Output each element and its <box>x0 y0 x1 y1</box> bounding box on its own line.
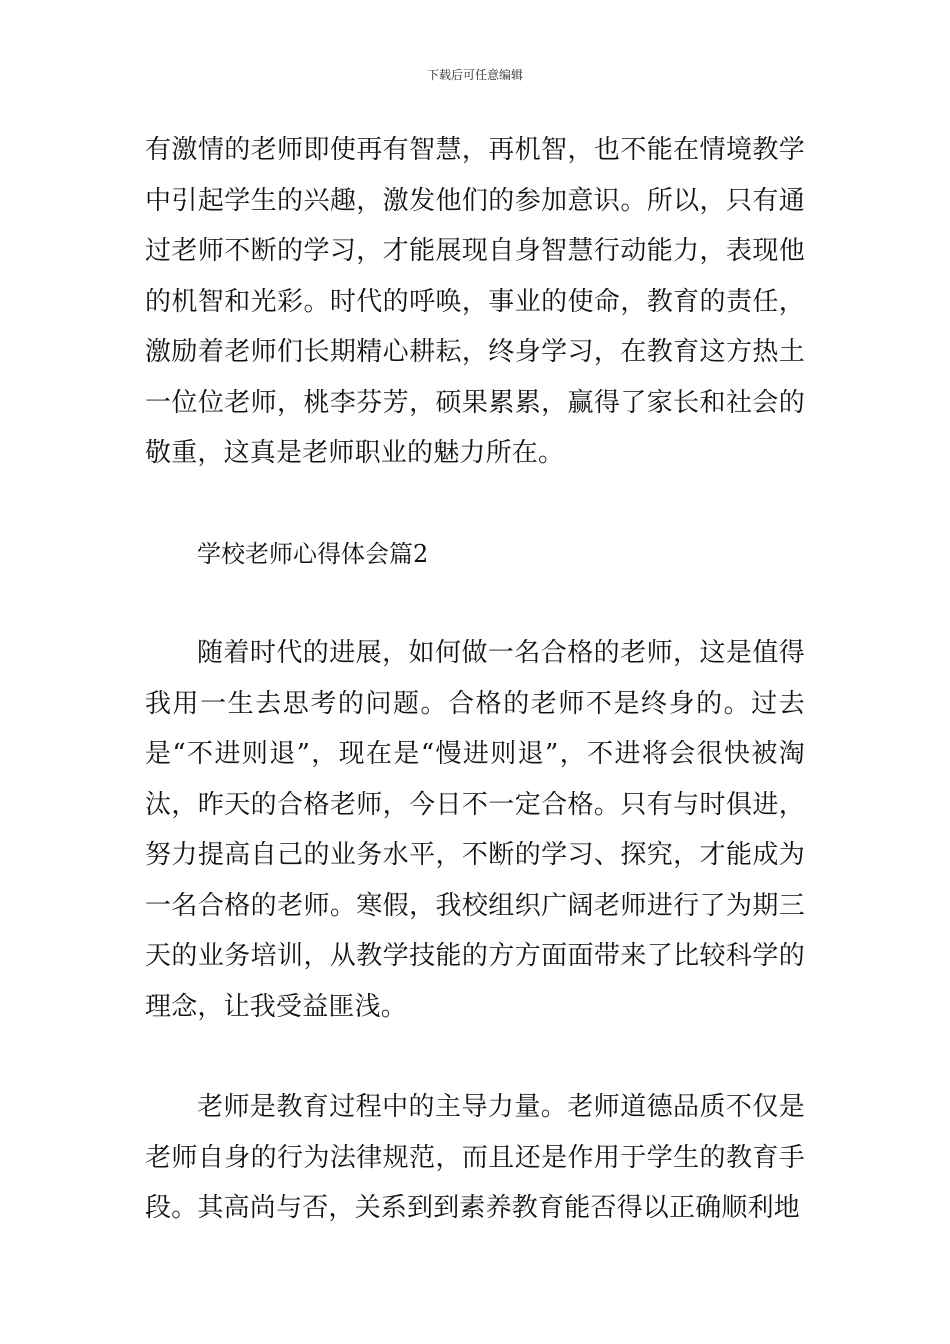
paragraph-spacer <box>145 479 805 529</box>
paragraph-3: 老师是教育过程中的主导力量。老师道德品质不仅是老师自身的行为法律规范，而且还是作用于学生的教育手段。其高尚与否，关系到到素养教育能否得以正确顺利地 <box>145 1092 805 1223</box>
header-note: 下载后可任意编辑 <box>426 68 523 82</box>
paragraph-2: 随着时代的进展，如何做一名合格的老师，这是值得我用一生去思考的问题。合格的老师不是终身的。过去是“不进则退”，现在是“慢进则退”，不进将会很快被淘汰，昨天的合格老师，今日不一定合格。只有与时俱进，努力提高自己的业务水平，不断的学习、探究，才能成为一名合格的老师。寒假，我校组织广阔老师进行了为期三天的业务培训，从教学技能的方方面面带来了比较科学的理念，让我受益匪浅。 <box>145 638 805 1022</box>
paragraph-spacer <box>145 1032 805 1082</box>
document-body <box>145 125 805 1234</box>
paragraph-spacer <box>145 579 805 628</box>
paragraph-1: 有激情的老师即使再有智慧，再机智，也不能在情境教学中引起学生的兴趣，激发他们的参加意识。所以，只有通过老师不断的学习，才能展现自身智慧行动能力，表现他的机智和光彩。时代的呼唤，事业的使命，教育的责任，激励着老师们长期精心耕耘，终身学习，在教育这方热土一位位老师，桃李芬芳，硕果累累，赢得了家长和社会的敬重，这真是老师职业的魅力所在。 <box>145 135 805 468</box>
section-heading: 学校老师心得体会篇2 <box>197 539 429 568</box>
